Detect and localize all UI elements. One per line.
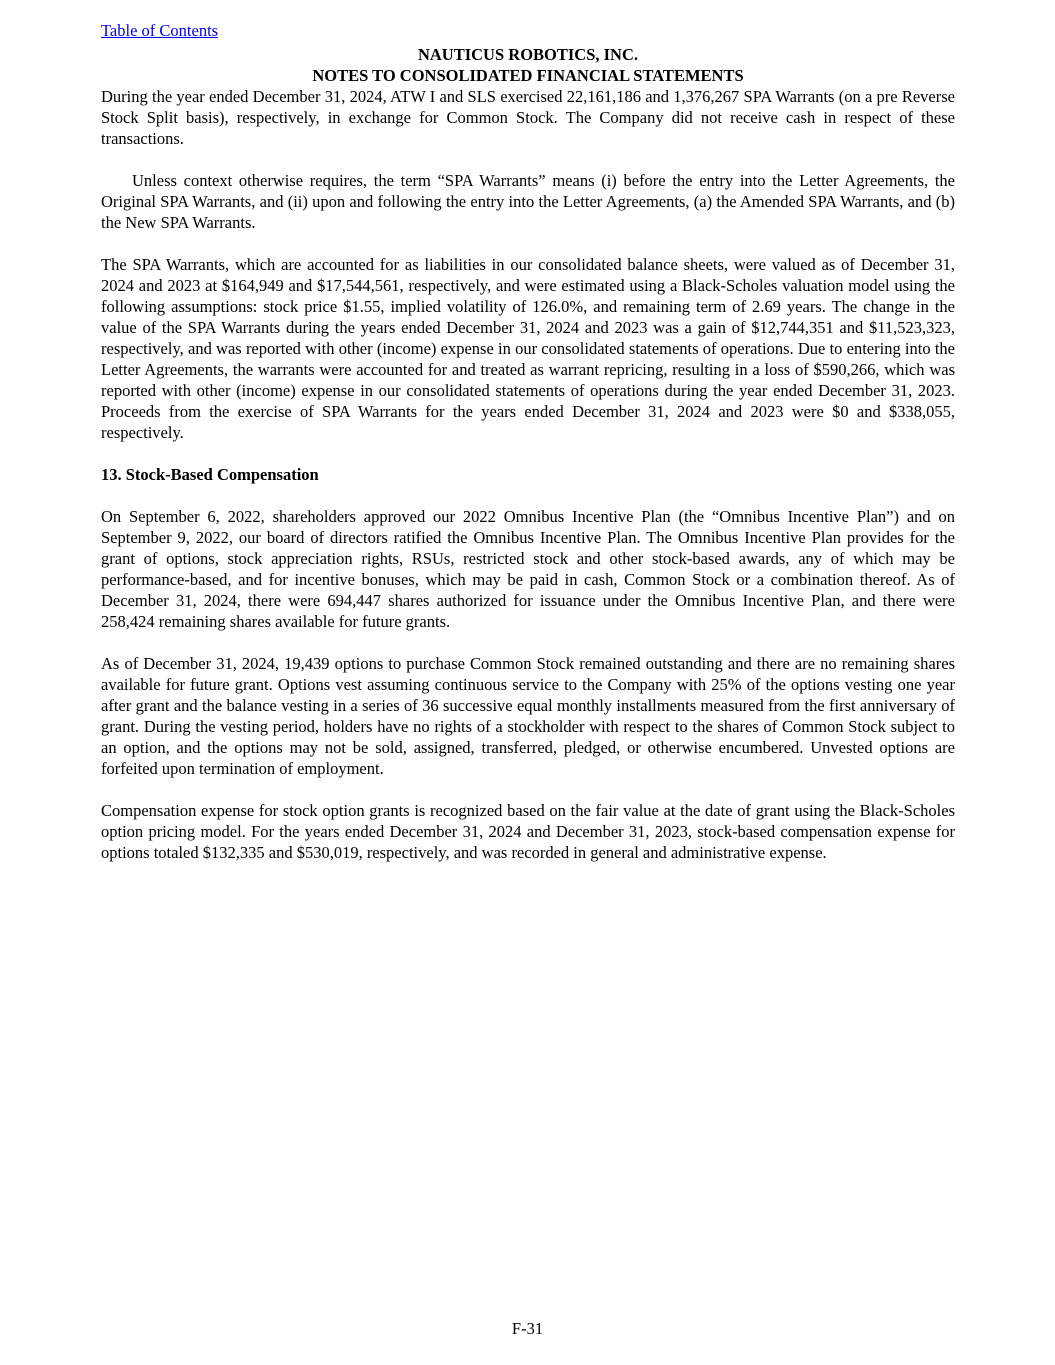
- table-of-contents-link[interactable]: Table of Contents: [101, 21, 219, 40]
- paragraph-compensation-expense: Compensation expense for stock option grants is recognized based on the fair value at the date of grant using the Black-Scholes option pricing model. For the years ended December 31, 2024 and December 31, 2023, stock-based compensation expense for options totaled $132,335 and $530,019, respectively, and was recorded in general and administrative expense.: [101, 801, 955, 862]
- page-number: F-31: [511, 1319, 544, 1338]
- paragraph-spa-definition: Unless context otherwise requires, the term “SPA Warrants” means (i) before the entry into the Letter Agreements, the Original SPA Warrants, and (ii) upon and following the entry into the Letter Agreements, (a) the Amended SPA Warrants, and (b) the New SPA Warrants.: [101, 171, 955, 232]
- paragraph-omnibus-plan: On September 6, 2022, shareholders approved our 2022 Omnibus Incentive Plan (the “Omnibus Incentive Plan”) and on September 9, 2022, our board of directors ratified the Omnibus Incentive Plan. The Omnibus Incentive Plan provides for the grant of options, stock appreciation rights, RSUs, restricted stock and other stock-based awards, any of which may be performance-based, and for incentive bonuses, which may be paid in cash, Common Stock or a combination thereof. As of December 31, 2024, there were 694,447 shares authorized for issuance under the Omnibus Incentive Plan, and there were 258,424 remaining shares available for future grants.: [101, 507, 955, 631]
- notes-title-heading: NOTES TO CONSOLIDATED FINANCIAL STATEMENTS: [312, 66, 744, 85]
- paragraph-spa-valuation: The SPA Warrants, which are accounted for as liabilities in our consolidated balance sheets, were valued as of December 31, 2024 and 2023 at $164,949 and $17,544,561, respectively, and were estimated using a Black-Scholes valuation model using the following assumptions: stock price $1.55, implied volatility of 126.0%, and remaining term of 2.69 years. The change in the value of the SPA Warrants during the years ended December 31, 2024 and 2023 was a gain of $12,744,351 and $11,523,323, respectively, and was reported with other (income) expense in our consolidated statements of operations. Due to entering into the Letter Agreements, the warrants were accounted for and treated as warrant repricing, resulting in a loss of $590,266, which was reported with other (income) expense in our consolidated statements of operations during the year ended December 31, 2023. Proceeds from the exercise of SPA Warrants for the years ended December 31, 2024 and 2023 were $0 and $338,055, respectively.: [101, 255, 955, 442]
- section-heading-stock-based-compensation: 13. Stock-Based Compensation: [101, 465, 319, 484]
- paragraph-warrant-exercise: During the year ended December 31, 2024, ATW I and SLS exercised 22,161,186 and 1,376,267 SPA Warrants (on a pre Reverse Stock Split basis), respectively, in exchange for Common Stock. The Company did not receive cash in respect of these transactions.: [101, 87, 955, 148]
- paragraph-options-vesting: As of December 31, 2024, 19,439 options to purchase Common Stock remained outstanding and there are no remaining shares available for future grant. Options vest assuming continuous service to the Company with 25% of the options vesting one year after grant and the balance vesting in a series of 36 successive equal monthly installments measured from the first anniversary of grant. During the vesting period, holders have no rights of a stockholder with respect to the shares of Common Stock subject to an option, and the options may not be sold, assigned, transferred, pledged, or otherwise encumbered. Unvested options are forfeited upon termination of employment.: [101, 654, 955, 778]
- company-name-heading: NAUTICUS ROBOTICS, INC.: [417, 45, 639, 64]
